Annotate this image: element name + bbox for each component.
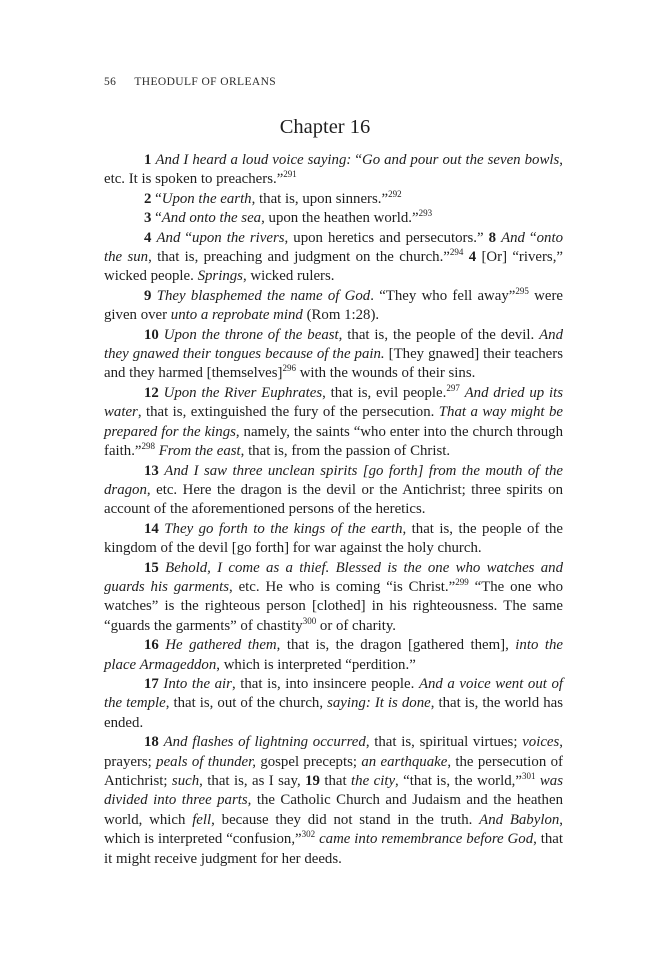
verse-paragraph — [104, 190, 563, 209]
commentary-text: , that is, the world has ended. — [104, 695, 564, 731]
footnote-ref: 292 — [388, 188, 402, 199]
verse-number: 8 — [488, 229, 497, 246]
scripture-quote: voices — [522, 734, 560, 751]
scripture-quote: Upon the throne of the beast, — [163, 326, 343, 343]
commentary-text: , that is, as I say, — [199, 773, 306, 789]
verse-paragraph — [104, 151, 563, 190]
commentary-text: , which is interpreted “confusion,” — [104, 811, 564, 848]
commentary-text: [They gnawed] their teachers and they harmed [themselves] — [104, 346, 563, 382]
scripture-quote: peals of thunder, — [156, 753, 256, 770]
verse-number: 12 — [144, 384, 159, 401]
page-number: 56 — [104, 76, 117, 88]
commentary-text: . “They who fell away” — [370, 287, 516, 304]
verse-paragraph — [104, 462, 563, 520]
verse-paragraph — [104, 326, 563, 384]
scripture-quote: saying: It is done — [327, 695, 431, 712]
commentary-text: , that is, the people of the kingdom of the devil [go forth] for war against the holy church. — [104, 520, 564, 557]
commentary-text: that — [319, 773, 352, 789]
commentary-text: , etc. It is spoken to preachers.” — [104, 152, 563, 188]
verse-number: 9 — [144, 287, 152, 304]
commentary-text: , that is, from the passion of Christ. — [240, 443, 451, 460]
footnote-ref: 299 — [455, 576, 469, 587]
verse-number: 4 — [468, 249, 477, 266]
scripture-quote: such — [171, 773, 200, 789]
footnote-ref: 291 — [283, 169, 297, 180]
scripture-quote: Behold, I come as a thief. Blessed is the one who watches and guards his garments — [104, 559, 563, 595]
footnote-ref: 300 — [302, 615, 317, 626]
scripture-quote: And Babylon — [479, 811, 560, 828]
verse-paragraph — [104, 520, 563, 559]
verse-paragraph — [104, 559, 563, 637]
verse-number: 18 — [144, 734, 159, 751]
commentary-text: that is, the people of the devil. — [342, 326, 540, 343]
scripture-quote: And onto the sea — [161, 210, 262, 227]
commentary-text: , that is, preaching and judgment on the church.” — [148, 249, 450, 266]
verse-number: 4 — [144, 229, 152, 246]
scripture-quote: unto a reprobate mind — [170, 307, 303, 324]
verse-paragraph — [104, 636, 563, 675]
commentary-text: , etc. Here the dragon is the devil or the Antichrist; three spirits on account of the aforementioned persons of the heretics. — [104, 481, 563, 518]
verse-number: 10 — [144, 326, 159, 343]
footnote-ref: 298 — [141, 441, 156, 452]
scripture-quote: And — [156, 229, 181, 246]
commentary-text: “The one who watches” is the righteous person [clothed] in his righteousness. The same “guards the garments” of chastity — [104, 578, 564, 634]
scripture-quote: And I saw three unclean spirits [go forth] from the mouth of the dragon — [104, 462, 563, 498]
verse-number: 15 — [144, 559, 159, 576]
scripture-quote: an earthquake — [361, 753, 448, 770]
scripture-quote: And dried up its water — [104, 384, 563, 421]
commentary-text: , that is, extinguished the fury of the persecution. — [137, 404, 439, 421]
running-head-title: THEODULF OF ORLEANS — [134, 76, 277, 88]
commentary-text: with the wounds of their sins. — [295, 365, 476, 382]
footnote-ref: 301 — [521, 771, 536, 781]
commentary-text: were given over — [104, 287, 563, 324]
commentary-text: , prayers; — [104, 734, 563, 770]
footnote-ref: 293 — [418, 208, 433, 219]
footnote-ref: 297 — [446, 382, 460, 393]
chapter-body — [104, 151, 563, 869]
commentary-text: , that is, out of the church, — [165, 695, 328, 712]
verse-paragraph — [104, 229, 563, 287]
commentary-text: “ — [524, 229, 537, 246]
scripture-quote: And they gnawed their tongues because of the pain. — [104, 326, 564, 363]
scripture-quote: was divided into three parts, — [104, 773, 563, 809]
scripture-quote: And I heard a loud voice saying: — [155, 152, 352, 168]
scripture-quote: Into the air — [163, 675, 232, 692]
commentary-text: , because they did not stand in the truth. — [211, 811, 480, 828]
scripture-quote: came into remembrance before God — [319, 831, 534, 848]
verse-number: 14 — [144, 520, 159, 537]
scripture-quote: the city — [351, 773, 396, 789]
commentary-text: “ — [151, 210, 162, 227]
commentary-text: “ — [351, 152, 362, 168]
scripture-quote: upon the rivers — [192, 229, 285, 246]
verse-paragraph — [104, 209, 563, 228]
scripture-quote: onto the sun — [104, 229, 563, 266]
verse-paragraph — [104, 287, 563, 326]
verse-number: 3 — [144, 210, 152, 227]
verse-paragraph — [104, 733, 563, 869]
commentary-text: , that it might receive judgment for her deeds. — [104, 831, 564, 867]
scripture-quote: Upon the earth — [161, 190, 252, 207]
commentary-text: , upon heretics and persecutors.” — [284, 229, 489, 246]
commentary-text: , namely, the saints “who enter into the church through faith.” — [104, 423, 563, 460]
verse-number: 2 — [144, 190, 152, 207]
commentary-text: , that is, evil people. — [322, 384, 447, 401]
verse-number: 1 — [144, 152, 152, 168]
commentary-text: , which is interpreted “perdition.” — [216, 656, 416, 673]
scripture-quote: And flashes of lightning occurred — [163, 734, 366, 751]
verse-number: 16 — [144, 637, 159, 654]
commentary-text: or of charity. — [316, 617, 397, 634]
running-head — [104, 76, 276, 88]
scripture-quote: From the east — [158, 443, 241, 460]
chapter-title: Chapter 16 — [279, 116, 371, 138]
commentary-text: the Catholic Church and Judaism and the heathen world, which — [104, 792, 563, 828]
verse-number: 17 — [144, 675, 159, 692]
footnote-ref: 294 — [449, 247, 464, 258]
verse-number: 19 — [305, 773, 320, 789]
footnote-ref: 296 — [282, 363, 296, 374]
scripture-quote: They go forth to the kings of the earth — [164, 520, 403, 537]
commentary-text: , that is, into insincere people. — [231, 675, 419, 692]
verse-number: 13 — [144, 462, 159, 479]
commentary-text: , “that is, the world,” — [395, 773, 522, 789]
commentary-text: (Rom 1:28). — [302, 307, 380, 324]
scripture-quote: Springs — [197, 268, 243, 285]
commentary-text: , the persecution of Antichrist; — [104, 753, 563, 789]
commentary-text: “ — [151, 190, 162, 207]
scripture-quote: Go and pour out the seven bowls — [361, 152, 560, 168]
scripture-quote: That a way might be prepared for the kings — [104, 404, 563, 440]
commentary-text: [Or] “rivers,” wicked people. — [104, 249, 564, 285]
commentary-text: , that is, the dragon [gathered them], — [276, 637, 516, 654]
commentary-text: “ — [180, 229, 193, 246]
scripture-quote: He gathered them — [165, 637, 277, 654]
footnote-ref: 302 — [301, 829, 316, 840]
commentary-text: , etc. He who is coming “is Christ.” — [229, 578, 456, 595]
scripture-quote: Upon the River Euphrates — [163, 384, 323, 401]
scripture-quote: And — [501, 229, 525, 246]
scripture-quote: fell — [192, 811, 212, 828]
verse-paragraph — [104, 675, 563, 733]
scripture-quote: They blasphemed the name of God — [156, 287, 371, 304]
commentary-text: gospel precepts; — [255, 753, 362, 770]
commentary-text: , upon the heathen world.” — [261, 210, 419, 227]
commentary-text: , wicked rulers. — [242, 268, 335, 285]
commentary-text: , that is, spiritual virtues; — [365, 734, 523, 751]
scripture-quote: And a voice went out of the temple — [104, 675, 564, 712]
footnote-ref: 295 — [515, 285, 529, 296]
scripture-quote: into the place Armageddon — [104, 637, 563, 673]
verse-paragraph — [104, 384, 563, 462]
commentary-text: , that is, upon sinners.” — [251, 190, 389, 207]
